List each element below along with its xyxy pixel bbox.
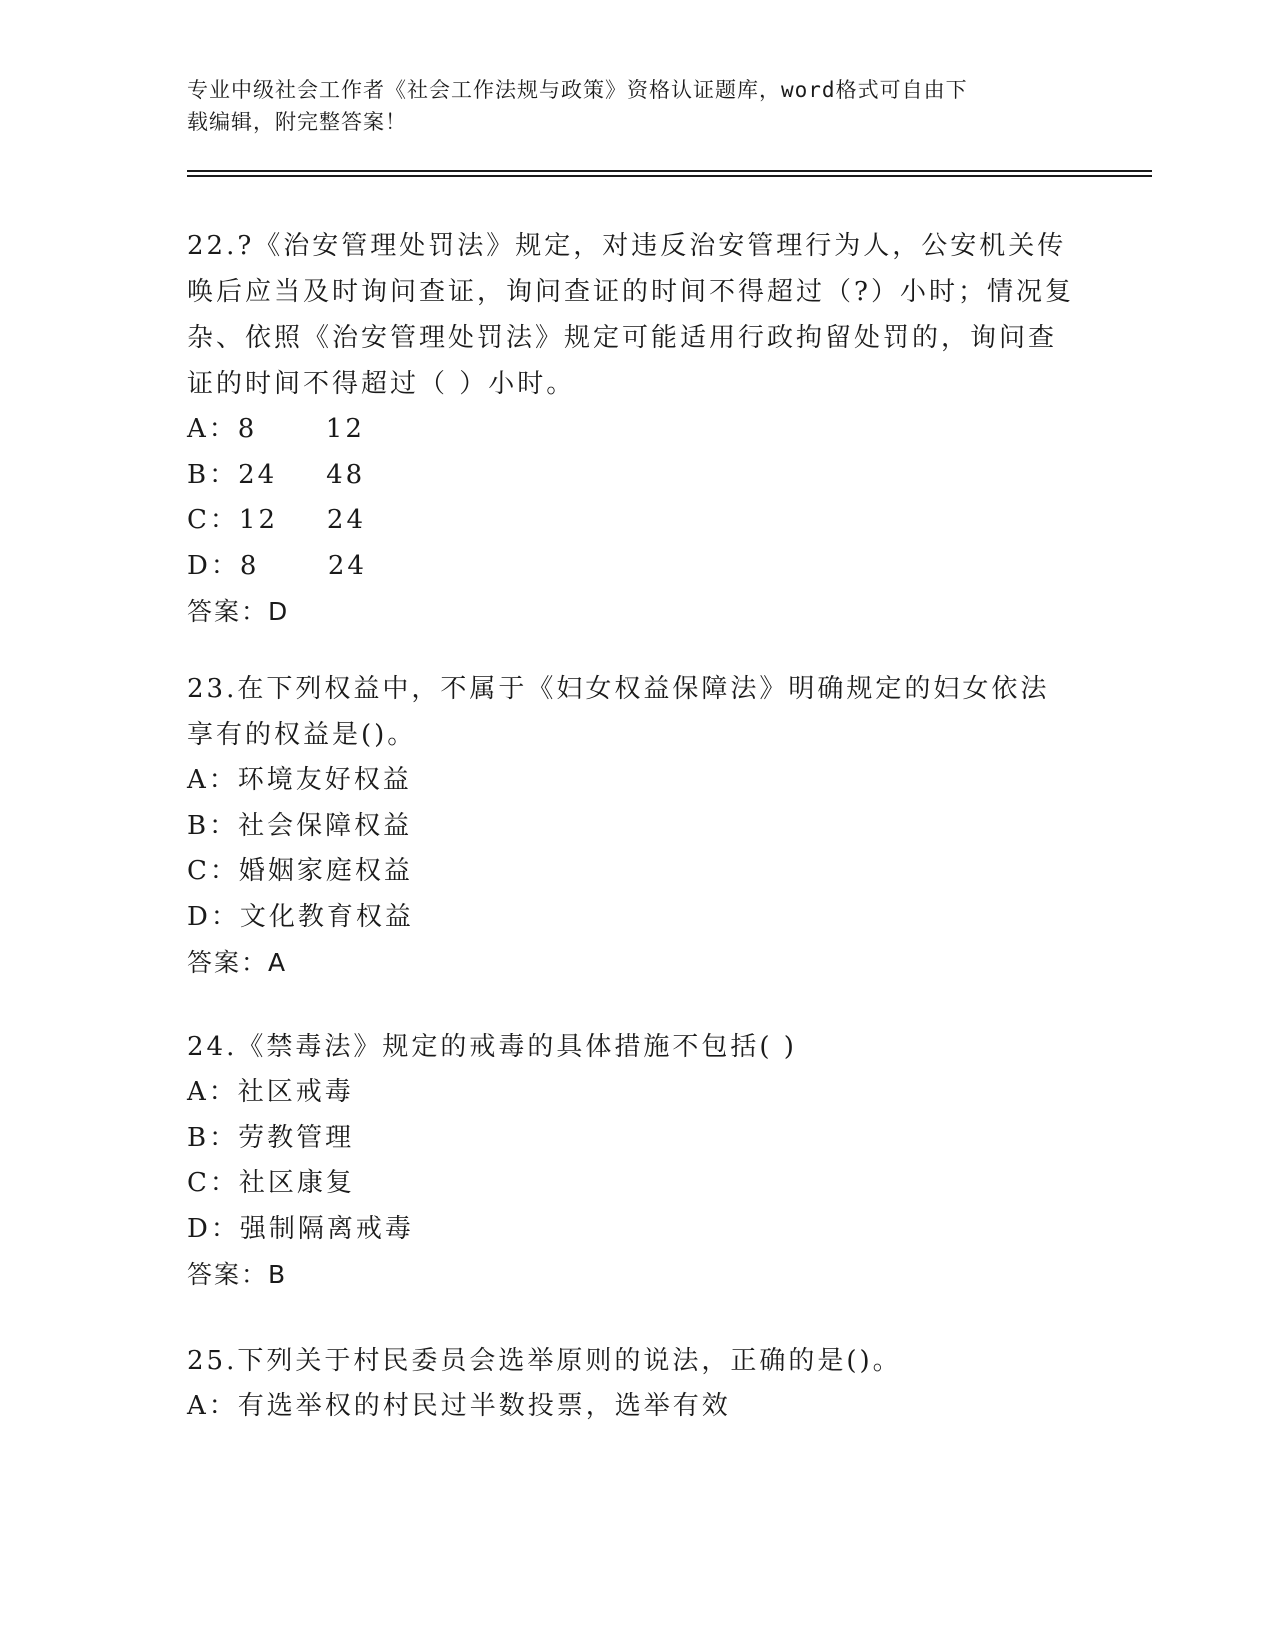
- option-label: D：: [187, 901, 240, 932]
- option-value-2: 24: [326, 505, 366, 535]
- option-text: 强制隔离戒毒: [239, 1213, 414, 1244]
- answer: 答案：B: [187, 1260, 288, 1289]
- option-label: A：: [187, 414, 238, 444]
- option-text: 婚姻家庭权益: [238, 856, 413, 886]
- option-label: D：: [187, 550, 240, 581]
- option-text: 社区戒毒: [237, 1077, 354, 1107]
- option-text: 环境友好权益: [237, 765, 412, 795]
- answer: 答案：D: [187, 597, 290, 626]
- question-23: [187, 666, 1077, 986]
- option-label: A：: [187, 1077, 238, 1107]
- option-a: [187, 758, 1077, 804]
- option-c: [187, 1161, 1077, 1207]
- option-label: A：: [187, 1391, 238, 1421]
- option-value-1: 24: [238, 459, 278, 490]
- option-d: [187, 1207, 1077, 1253]
- option-value-1: 8: [237, 414, 258, 444]
- option-label: B：: [187, 1122, 239, 1153]
- option-text: 文化教育权益: [239, 901, 414, 932]
- document-header: [187, 74, 1087, 138]
- option-value-1: 12: [238, 505, 278, 535]
- option-value-1: 8: [239, 550, 260, 581]
- option-b: [187, 1116, 1077, 1162]
- header-rule-bottom: [187, 175, 1152, 177]
- option-label: B：: [187, 459, 239, 490]
- option-label: C：: [187, 1168, 239, 1198]
- option-label: A：: [187, 765, 238, 795]
- option-c: [187, 849, 1077, 895]
- option-label: D：: [187, 1213, 240, 1244]
- header-line-1: 专业中级社会工作者《社会工作法规与政策》资格认证题库，word格式可自由下: [187, 78, 968, 102]
- option-text: 社区康复: [238, 1168, 355, 1198]
- option-text: 社会保障权益: [238, 810, 413, 841]
- question-stem: 23.在下列权益中，不属于《妇女权益保障法》明确规定的妇女依法享有的权益是()。: [187, 674, 1050, 750]
- option-d: [187, 895, 1077, 941]
- option-value-2: 12: [325, 414, 365, 444]
- option-label: B：: [187, 810, 239, 841]
- option-value-2: 48: [326, 459, 366, 490]
- option-value-2: 24: [327, 550, 367, 581]
- option-a: [187, 407, 1077, 453]
- question-22: [187, 223, 1077, 635]
- option-label: C：: [187, 856, 239, 886]
- option-text: 劳教管理: [238, 1122, 355, 1153]
- option-d: [187, 544, 1077, 590]
- question-25: [187, 1338, 1077, 1430]
- option-c: [187, 498, 1077, 544]
- option-a: [187, 1384, 1077, 1430]
- option-b: [187, 804, 1077, 850]
- header-rule-top: [187, 170, 1152, 172]
- question-stem: 25.下列关于村民委员会选举原则的说法，正确的是()。: [187, 1346, 902, 1376]
- option-a: [187, 1070, 1077, 1116]
- option-b: [187, 453, 1077, 499]
- option-label: C：: [187, 505, 239, 535]
- question-24: [187, 1024, 1077, 1298]
- option-text: 有选举权的村民过半数投票，选举有效: [237, 1391, 731, 1421]
- question-stem: 24.《禁毒法》规定的戒毒的具体措施不包括( ): [187, 1032, 797, 1062]
- answer: 答案：A: [187, 948, 288, 977]
- header-line-2: 载编辑，附完整答案！: [187, 110, 407, 134]
- question-stem: 22.?《治安管理处罚法》规定，对违反治安管理行为人，公安机关传唤后应当及时询问查证，询问查证的时间不得超过（?）小时；情况复杂、依照《治安管理处罚法》规定可能适用行政拘留处罚的，询问查证的时间不得超过（ ）小时。: [187, 231, 1074, 399]
